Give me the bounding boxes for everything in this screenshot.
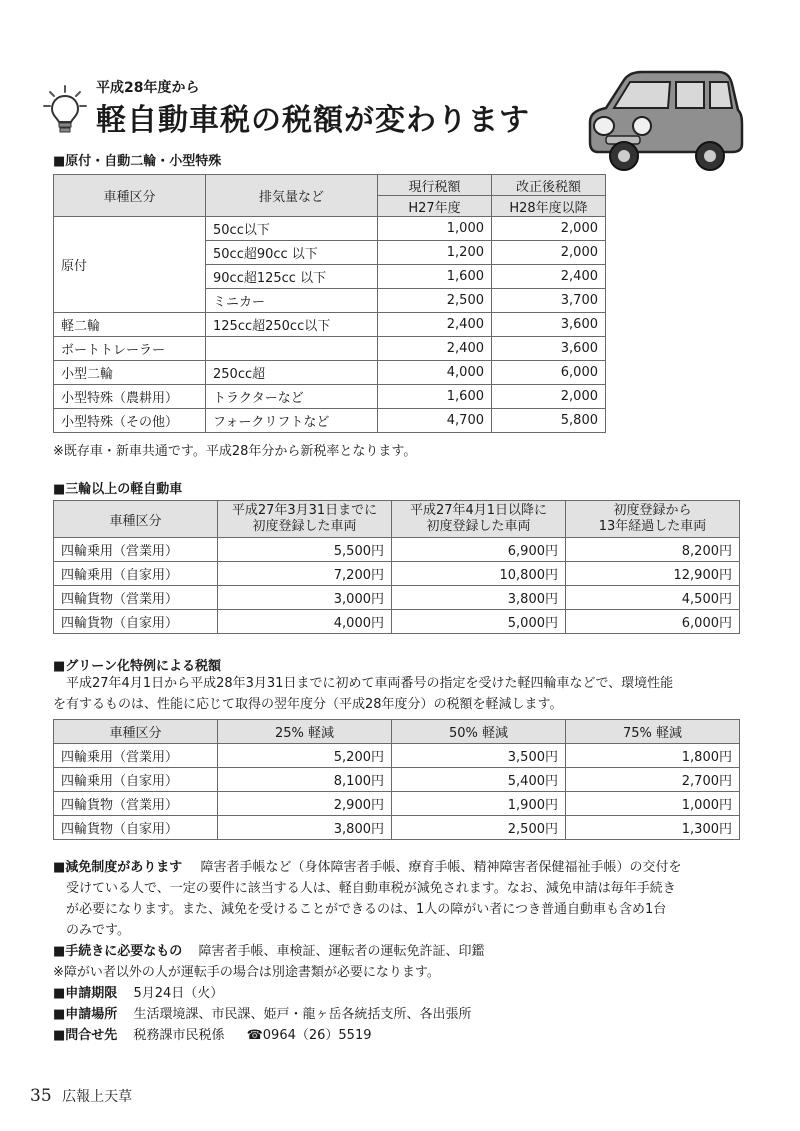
table-row <box>54 409 606 433</box>
exemption-text-4: のみです。 <box>66 923 130 938</box>
col-header-current-year: H27年度 <box>378 196 492 217</box>
cell-value: 6,000円 <box>566 610 740 634</box>
cell-value: 2,900円 <box>218 792 392 816</box>
cell-cc: 250cc超 <box>206 361 378 385</box>
table-row <box>54 361 606 385</box>
contact-text: 税務課市民税係 <box>133 1028 225 1043</box>
cell-type: 四輪貨物（営業用） <box>54 792 218 816</box>
cell-revised: 3,600 <box>492 337 606 361</box>
cell-cc: 50cc以下 <box>206 217 378 241</box>
place-line <box>53 1004 753 1025</box>
table-row <box>54 792 740 816</box>
cell-value: 8,200円 <box>566 538 740 562</box>
cell-cc: フォークリフトなど <box>206 409 378 433</box>
table-row <box>54 538 740 562</box>
page-title: 軽自動車税の税額が変わります <box>96 103 530 138</box>
col-header-13-years: 初度登録から 13年経過した車両 <box>566 501 740 538</box>
exemption-line <box>53 857 753 878</box>
col-header-type: 車種区分 <box>54 501 218 538</box>
exemption-text-3: が必要になります。また、減免を受けることができるのは、1人の障がい者につき普通自動車も含め1台 <box>66 902 667 917</box>
cell-revised: 2,000 <box>492 217 606 241</box>
cell-value: 3,800円 <box>218 816 392 840</box>
col-header-after-2015: 平成27年4月1日以降に 初度登録した車両 <box>392 501 566 538</box>
cell-value: 6,900円 <box>392 538 566 562</box>
cell-current: 4,700 <box>378 409 492 433</box>
cell-value: 12,900円 <box>566 562 740 586</box>
cell-current: 1,200 <box>378 241 492 265</box>
required-docs-line <box>53 941 753 962</box>
cell-value: 1,300円 <box>566 816 740 840</box>
cell-value: 8,100円 <box>218 768 392 792</box>
table-row <box>54 385 606 409</box>
cell-type: 四輪乗用（自家用） <box>54 562 218 586</box>
cell-value: 4,000円 <box>218 610 392 634</box>
deadline-label: ■申請期限 <box>53 986 118 1001</box>
cell-type: 四輪乗用（営業用） <box>54 538 218 562</box>
green-tax-intro: 平成27年4月1日から平成28年3月31日までに初めて車両番号の指定を受けた軽四輪車などで、環境性能 を有するものは、性能に応じて取得の翌年度分（平成28年度分）の税額を軽減します。 <box>53 676 674 712</box>
cell-value: 1,900円 <box>392 792 566 816</box>
cell-current: 1,600 <box>378 385 492 409</box>
col-header-before-2015: 平成27年3月31日までに 初度登録した車両 <box>218 501 392 538</box>
car-illustration-icon <box>580 64 748 174</box>
cell-type: 小型特殊（その他） <box>54 409 206 433</box>
cell-value: 1,800円 <box>566 744 740 768</box>
col-header-type: 車種区分 <box>54 720 218 744</box>
place-label: ■申請場所 <box>53 1007 118 1022</box>
cell-type: 軽二輪 <box>54 313 206 337</box>
cell-value: 3,500円 <box>392 744 566 768</box>
col-header-type: 車種区分 <box>54 175 206 217</box>
section-heading-motorbike: ■原付・自動二輪・小型特殊 <box>53 154 222 169</box>
cell-revised: 6,000 <box>492 361 606 385</box>
col-header-50: 50% 軽減 <box>392 720 566 744</box>
table-row <box>54 586 740 610</box>
col-header-revised-year: H28年度以降 <box>492 196 606 217</box>
cell-cc <box>206 337 378 361</box>
table-row <box>54 313 606 337</box>
cell-value: 4,500円 <box>566 586 740 610</box>
cell-value: 3,800円 <box>392 586 566 610</box>
table-row <box>54 337 606 361</box>
col-header-cc: 排気量など <box>206 175 378 217</box>
cell-value: 5,000円 <box>392 610 566 634</box>
col-header-75: 75% 軽減 <box>566 720 740 744</box>
cell-current: 4,000 <box>378 361 492 385</box>
publication-name: 広報上天草 <box>62 1089 133 1105</box>
cell-cc: 50cc超90cc 以下 <box>206 241 378 265</box>
cell-cc: 125cc超250cc以下 <box>206 313 378 337</box>
deadline-text: 5月24日（火） <box>133 986 224 1001</box>
table-row <box>54 768 740 792</box>
required-docs-note: ※障がい者以外の人が運転手の場合は別途書類が必要になります。 <box>53 965 440 980</box>
cell-value: 10,800円 <box>392 562 566 586</box>
table-row <box>54 562 740 586</box>
cell-current: 2,400 <box>378 313 492 337</box>
cell-value: 5,200円 <box>218 744 392 768</box>
cell-revised: 2,000 <box>492 241 606 265</box>
cell-value: 5,400円 <box>392 768 566 792</box>
cell-current: 2,400 <box>378 337 492 361</box>
table-row <box>54 217 606 241</box>
cell-revised: 2,400 <box>492 265 606 289</box>
page-number: 35 <box>30 1086 52 1106</box>
green-tax-table <box>53 719 740 840</box>
cell-type: 四輪貨物（自家用） <box>54 610 218 634</box>
cell-revised: 3,700 <box>492 289 606 313</box>
cell-value: 5,500円 <box>218 538 392 562</box>
cell-type: 四輪貨物（営業用） <box>54 586 218 610</box>
table-row <box>54 610 740 634</box>
col-header-revised: 改正後税額 <box>492 175 606 196</box>
group-label: 原付 <box>54 217 206 313</box>
page-subtitle: 平成28年度から <box>96 80 200 96</box>
place-text: 生活環境課、市民課、姫戸・龍ヶ岳各統括支所、各出張所 <box>133 1007 472 1022</box>
table-row <box>54 744 740 768</box>
cell-type: 小型特殊（農耕用） <box>54 385 206 409</box>
contact-line <box>53 1025 753 1046</box>
cell-value: 2,700円 <box>566 768 740 792</box>
required-docs-label: ■手続きに必要なもの <box>53 944 183 959</box>
cell-cc: ミニカー <box>206 289 378 313</box>
cell-current: 1,000 <box>378 217 492 241</box>
cell-revised: 5,800 <box>492 409 606 433</box>
info-block <box>53 857 753 1046</box>
cell-type: ボートトレーラー <box>54 337 206 361</box>
cell-type: 四輪貨物（自家用） <box>54 816 218 840</box>
col-header-25: 25% 軽減 <box>218 720 392 744</box>
cell-value: 2,500円 <box>392 816 566 840</box>
lightbulb-icon <box>42 84 88 136</box>
cell-value: 7,200円 <box>218 562 392 586</box>
kei-car-tax-table <box>53 500 740 634</box>
phone-number: ☎0964（26）5519 <box>246 1028 372 1043</box>
exemption-text: 障害者手帳など（身体障害者手帳、療育手帳、精神障害者保健福祉手帳）の交付を <box>200 860 682 875</box>
cell-type: 四輪乗用（自家用） <box>54 768 218 792</box>
deadline-line <box>53 983 753 1004</box>
col-header-current: 現行税額 <box>378 175 492 196</box>
cell-current: 1,600 <box>378 265 492 289</box>
required-docs-text: 障害者手帳、車検証、運転者の運転免許証、印鑑 <box>198 944 485 959</box>
cell-type: 四輪乗用（営業用） <box>54 744 218 768</box>
section1-note: ※既存車・新車共通です。平成28年分から新税率となります。 <box>53 444 417 459</box>
cell-value: 3,000円 <box>218 586 392 610</box>
section-heading-kei-car: ■三輪以上の軽自動車 <box>53 482 183 497</box>
contact-label: ■問合せ先 <box>53 1028 118 1043</box>
page-footer <box>30 1086 132 1106</box>
cell-revised: 3,600 <box>492 313 606 337</box>
cell-cc: トラクターなど <box>206 385 378 409</box>
cell-revised: 2,000 <box>492 385 606 409</box>
cell-cc: 90cc超125cc 以下 <box>206 265 378 289</box>
motorbike-tax-table <box>53 174 606 433</box>
cell-type: 小型二輪 <box>54 361 206 385</box>
exemption-text-2: 受けている人で、一定の要件に該当する人は、軽自動車税が減免されます。なお、減免申請は毎年手続き <box>66 881 676 896</box>
table-row <box>54 816 740 840</box>
cell-current: 2,500 <box>378 289 492 313</box>
exemption-label: ■減免制度があります <box>53 860 183 875</box>
section-heading-green-tax: ■グリーン化特例による税額 <box>53 659 222 674</box>
cell-value: 1,000円 <box>566 792 740 816</box>
